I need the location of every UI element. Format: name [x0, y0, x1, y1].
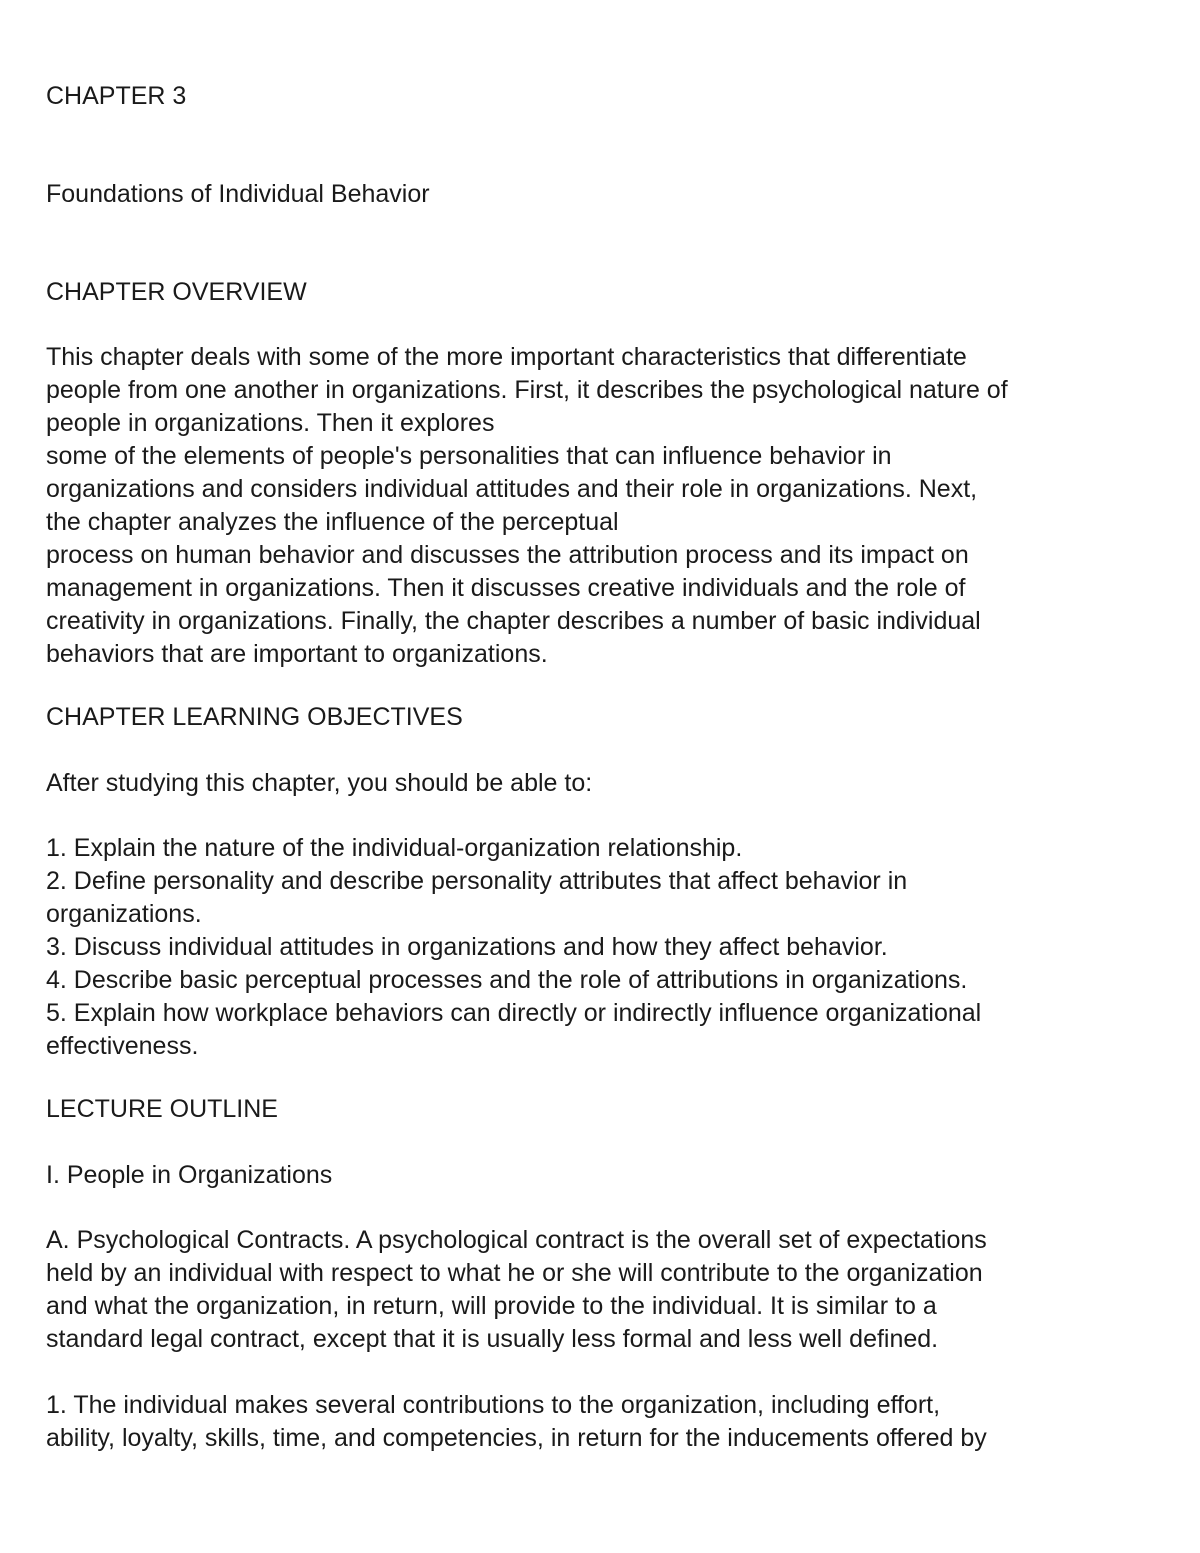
item-1-line: ability, loyalty, skills, time, and competencies, in return for the inducements offered by [46, 1424, 987, 1452]
subsection-a-line: and what the organization, in return, will provide to the individual. It is similar to a [46, 1292, 937, 1320]
overview-line: organizations and considers individual attitudes and their role in organizations. Next, [46, 475, 978, 503]
overview-line: behaviors that are important to organizations. [46, 640, 548, 668]
outline-heading: LECTURE OUTLINE [46, 1095, 278, 1123]
outline-section-title: I. People in Organizations [46, 1161, 333, 1189]
objectives-intro: After studying this chapter, you should be able to: [46, 769, 593, 797]
overview-line: creativity in organizations. Finally, the chapter describes a number of basic individual [46, 607, 981, 635]
subsection-a-line: A. Psychological Contracts. A psychological contract is the overall set of expectations [46, 1226, 987, 1254]
objective-line: 2. Define personality and describe personality attributes that affect behavior in [46, 867, 908, 895]
subsection-a-line: held by an individual with respect to what he or she will contribute to the organization [46, 1259, 983, 1287]
overview-paragraph [46, 341, 1008, 671]
overview-line: management in organizations. Then it discusses creative individuals and the role of [46, 574, 966, 602]
objective-line: 1. Explain the nature of the individual-organization relationship. [46, 834, 743, 862]
subsection-a-paragraph [46, 1224, 987, 1356]
objectives-list [46, 832, 981, 1063]
overview-line: people from one another in organizations. First, it describes the psychological nature of [46, 376, 1008, 404]
objective-line: 4. Describe basic perceptual processes and the role of attributions in organizations. [46, 966, 968, 994]
objectives-heading: CHAPTER LEARNING OBJECTIVES [46, 703, 463, 731]
objective-line: effectiveness. [46, 1032, 199, 1060]
overview-heading: CHAPTER OVERVIEW [46, 278, 307, 306]
chapter-title: Foundations of Individual Behavior [46, 180, 430, 208]
overview-line: people in organizations. Then it explores [46, 409, 495, 437]
chapter-label: CHAPTER 3 [46, 82, 187, 110]
overview-line: some of the elements of people's personalities that can influence behavior in [46, 442, 892, 470]
item-1-paragraph [46, 1389, 987, 1455]
overview-line: This chapter deals with some of the more important characteristics that differentiate [46, 343, 967, 371]
overview-line: process on human behavior and discusses the attribution process and its impact on [46, 541, 969, 569]
objective-line: 5. Explain how workplace behaviors can directly or indirectly influence organizational [46, 999, 982, 1027]
objective-line: organizations. [46, 900, 202, 928]
item-1-line: 1. The individual makes several contributions to the organization, including effort, [46, 1391, 941, 1419]
objective-line: 3. Discuss individual attitudes in organizations and how they affect behavior. [46, 933, 888, 961]
subsection-a-line: standard legal contract, except that it is usually less formal and less well defined. [46, 1325, 939, 1353]
overview-line: the chapter analyzes the influence of the perceptual [46, 508, 619, 536]
